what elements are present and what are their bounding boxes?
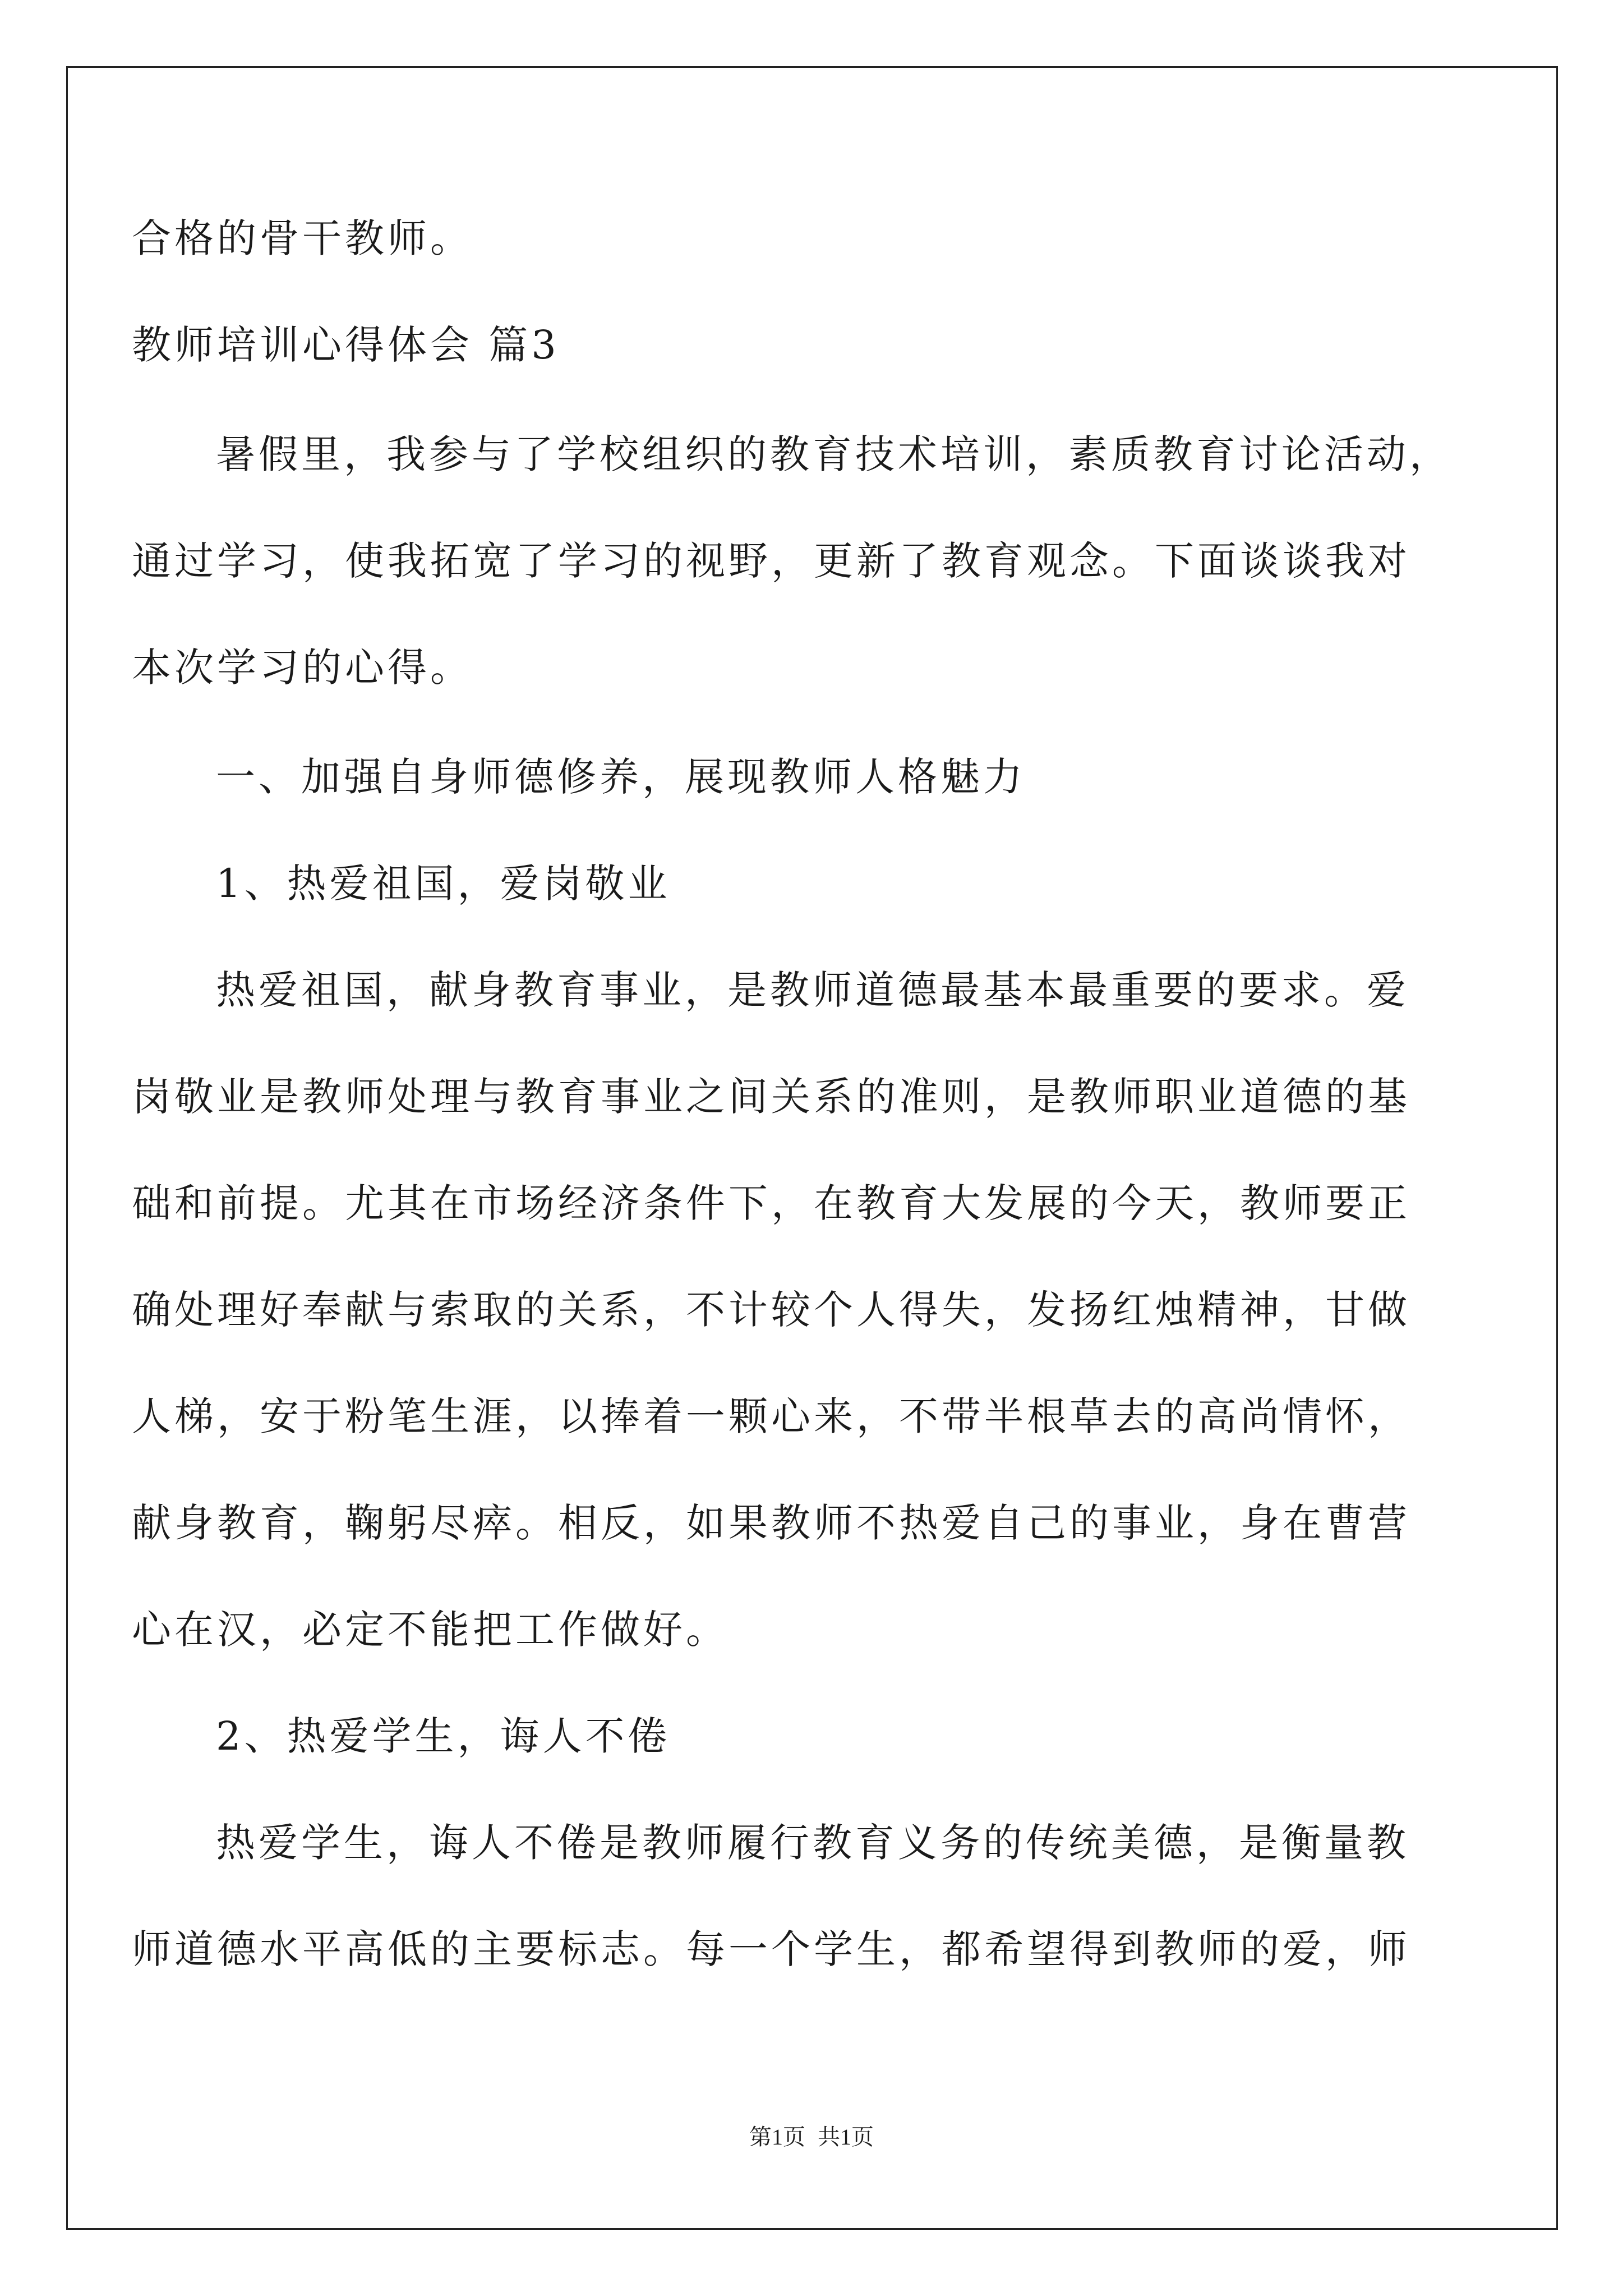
paragraph-line: 础和前提。尤其在市场经济条件下，在教育大发展的今天，教师要正	[132, 1180, 1410, 1226]
paragraph-line: 暑假里，我参与了学校组织的教育技术培训，素质教育讨论活动，	[216, 431, 1452, 477]
paragraph-line: 岗敬业是教师处理与教育事业之间关系的准则，是教师职业道德的基	[132, 1074, 1410, 1120]
subheading: 1、热爱祖国，爱岗敬业	[216, 861, 671, 907]
paragraph-line: 通过学习，使我拓宽了学习的视野，更新了教育观念。下面谈谈我对	[132, 538, 1410, 584]
page-total: 共1页	[818, 2124, 874, 2150]
paragraph-line: 本次学习的心得。	[132, 645, 473, 691]
section-title: 教师培训心得体会 篇3	[132, 322, 560, 368]
subheading: 2、热爱学生，诲人不倦	[216, 1713, 671, 1759]
paragraph-line: 心在汉，必定不能把工作做好。	[132, 1607, 728, 1653]
paragraph-line: 热爱学生，诲人不倦是教师履行教育义务的传统美德，是衡量教	[216, 1820, 1409, 1866]
paragraph-line: 师道德水平高低的主要标志。每一个学生，都希望得到教师的爱，师	[132, 1926, 1410, 1972]
paragraph-line: 确处理好奉献与索取的关系，不计较个人得失，发扬红烛精神，甘做	[132, 1287, 1410, 1333]
paragraph-line: 合格的骨干教师。	[132, 215, 473, 261]
paragraph-line: 热爱祖国，献身教育事业，是教师道德最基本最重要的要求。爱	[216, 967, 1409, 1013]
page-number: 第1页	[749, 2124, 805, 2150]
subheading: 一、加强自身师德修养，展现教师人格魅力	[216, 754, 1026, 800]
paragraph-line: 献身教育，鞠躬尽瘁。相反，如果教师不热爱自己的事业，身在曹营	[132, 1500, 1410, 1546]
page-border	[66, 66, 1558, 2230]
page-footer	[0, 2123, 1623, 2151]
paragraph-line: 人梯，安于粉笔生涯，以捧着一颗心来，不带半根草去的高尚情怀，	[132, 1393, 1410, 1439]
